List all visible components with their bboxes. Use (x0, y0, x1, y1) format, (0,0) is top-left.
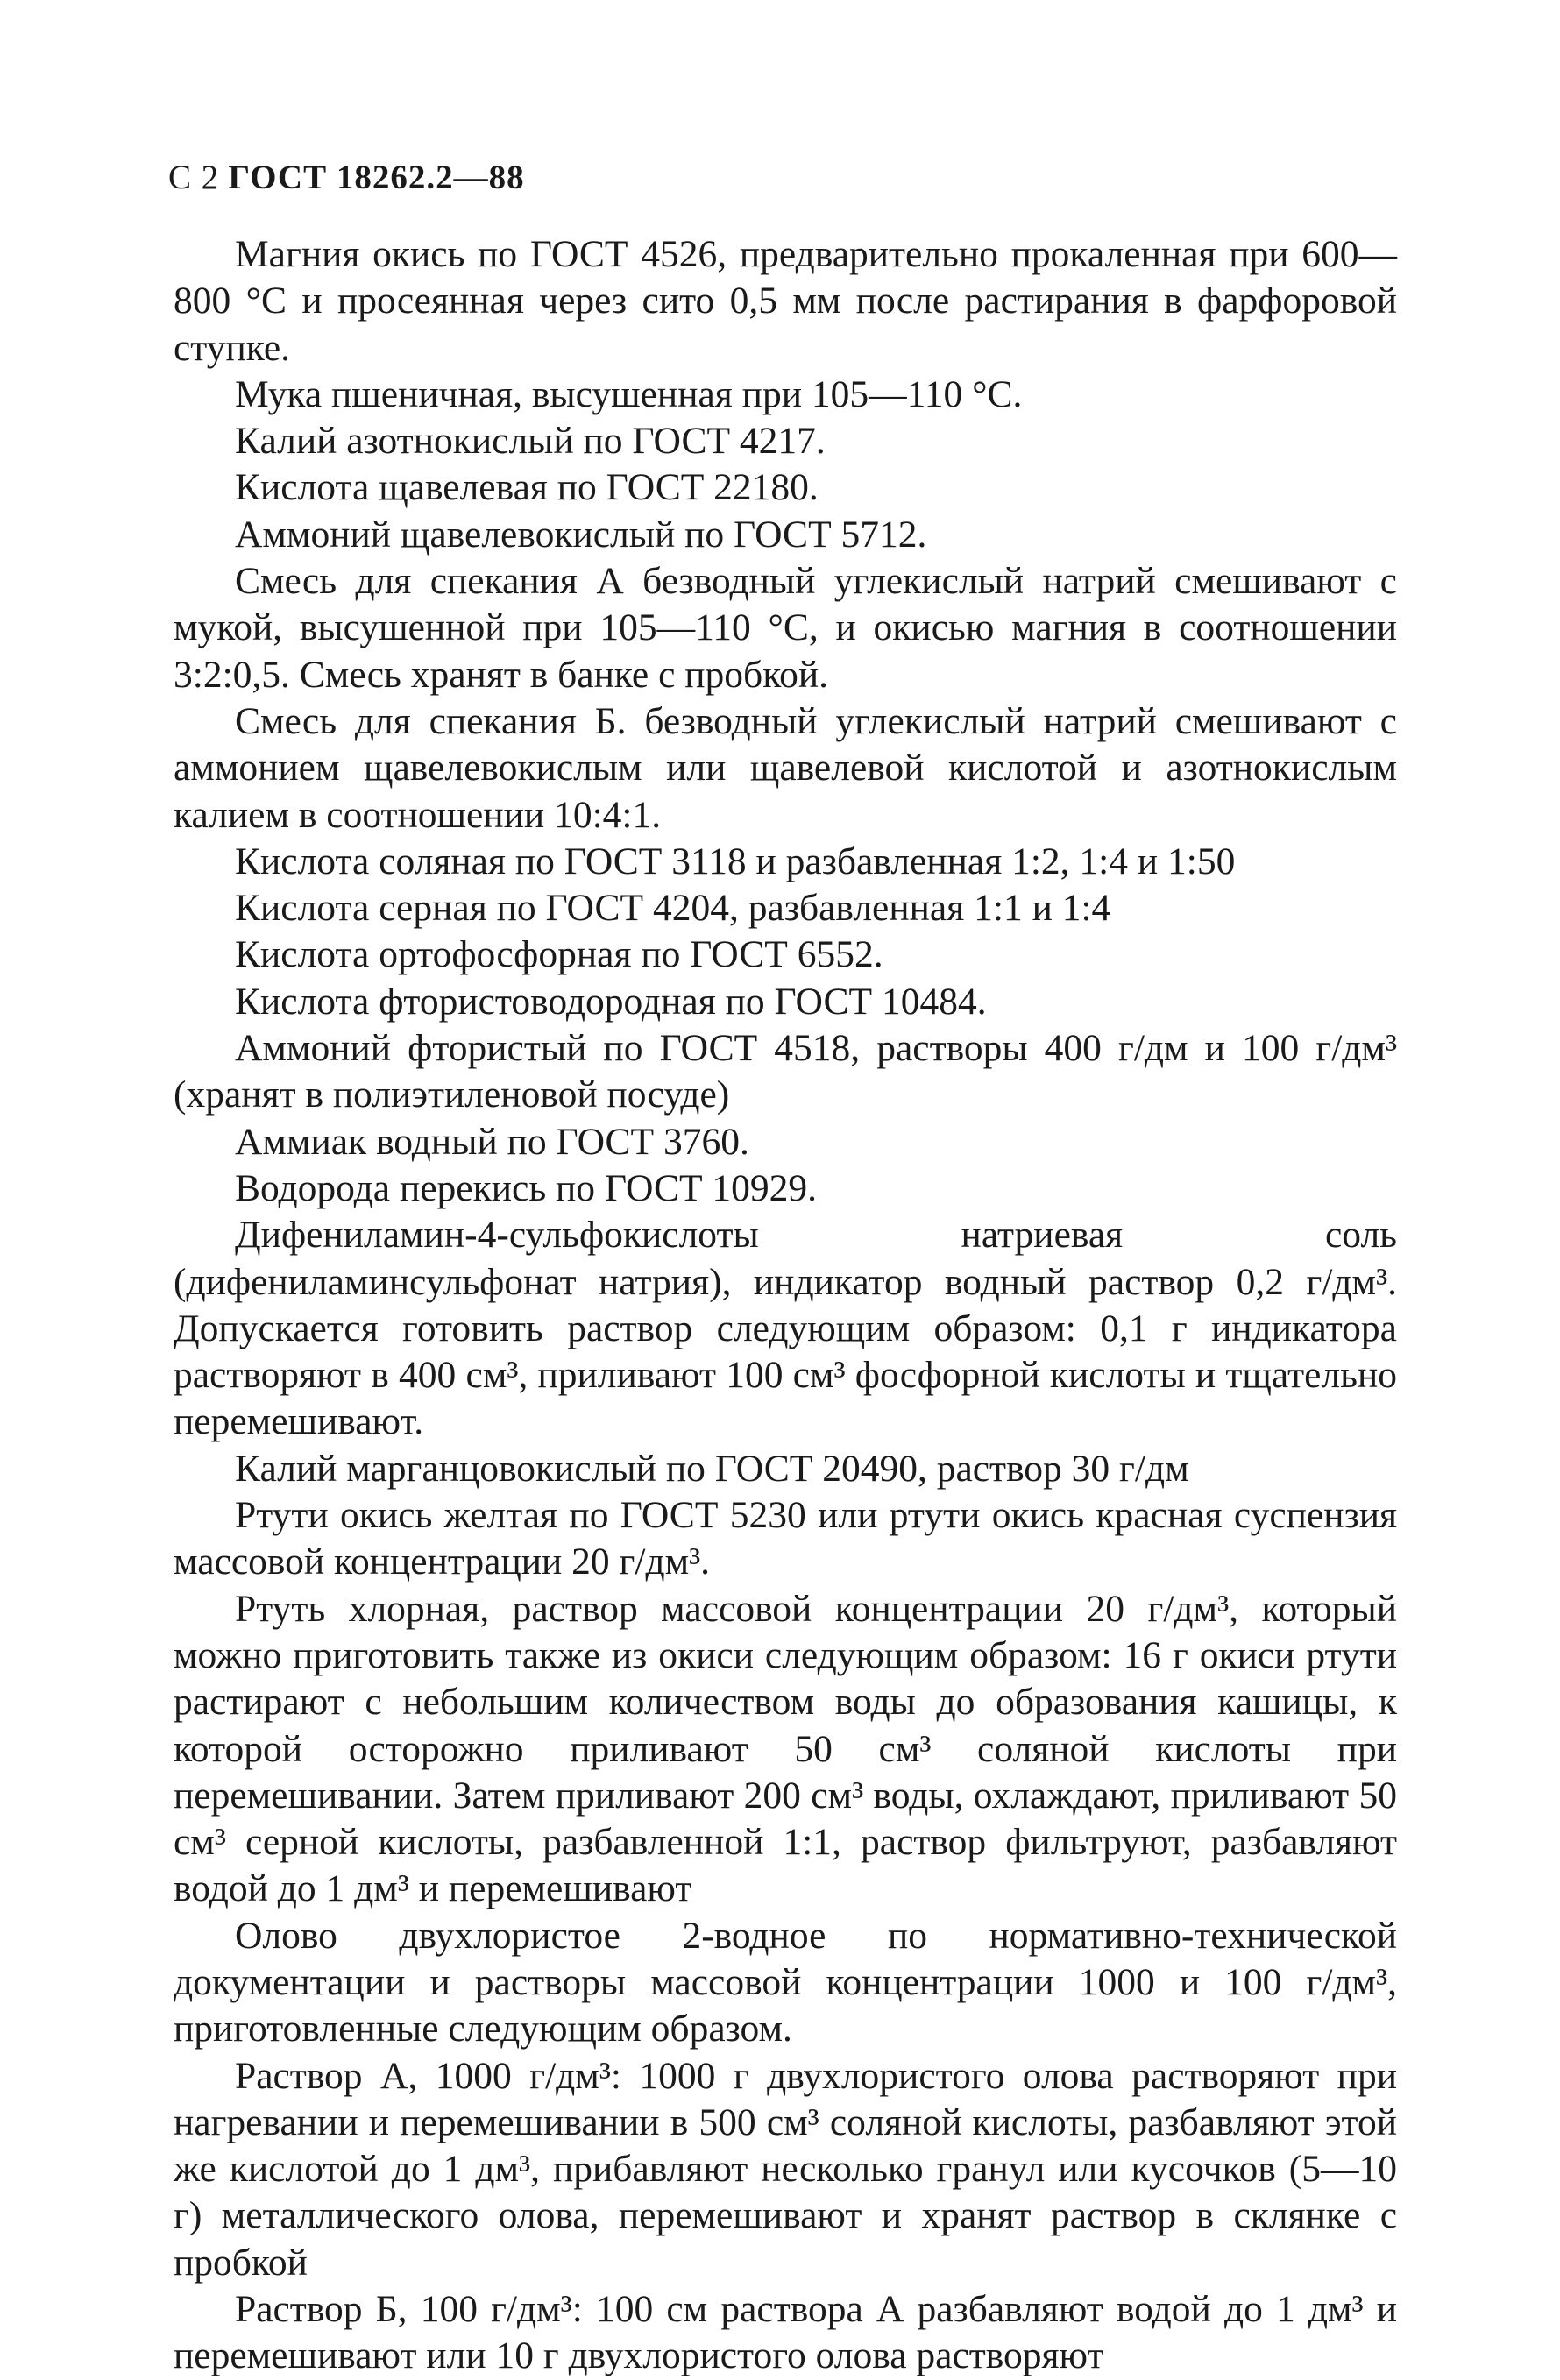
paragraph-potassium-permanganate: Калий марганцовокислый по ГОСТ 20490, раствор 30 г/дм (235, 1447, 1189, 1490)
page-number: С 2 (168, 159, 220, 196)
paragraph-ammonia: Аммиак водный по ГОСТ 3760. (235, 1120, 749, 1163)
paragraph-solution-b: Раствор Б, 100 г/дм³: 100 см раствора А разбавляют водой до 1 дм³ и перемешивают или 10 г двухлористого олова растворяют (174, 2288, 1397, 2377)
paragraph-magnesium-oxide: Магния окись по ГОСТ 4526, предварительно прокаленная при 600—800 °С и просеянная через сито 0,5 мм после растирания в фарфоровой ступке. (174, 233, 1397, 369)
paragraph-ammonium-oxalate: Аммоний щавелевокислый по ГОСТ 5712. (235, 513, 927, 556)
paragraph-potassium-nitrate: Калий азотнокислый по ГОСТ 4217. (235, 420, 826, 463)
page-header (168, 158, 525, 198)
paragraph-mercury-oxide: Ртути окись желтая по ГОСТ 5230 или ртути окись красная суспензия массовой концентрации 20 г/дм³. (174, 1494, 1397, 1583)
paragraph-wheat-flour: Мука пшеничная, высушенная при 105—110 °С. (235, 372, 1023, 415)
paragraph-phosphoric-acid: Кислота ортофосфорная по ГОСТ 6552. (235, 933, 883, 976)
paragraph-ammonium-fluoride: Аммоний фтористый по ГОСТ 4518, растворы 400 г/дм и 100 г/дм³ (хранят в полиэтиленовой посуде) (174, 1027, 1397, 1116)
paragraph-mercuric-chloride: Ртуть хлорная, раствор массовой концентрации 20 г/дм³, который можно приготовить также из окиси следующим образом: 16 г окиси ртути растирают с небольшим количеством воды до образования кашицы, к которой осторожно приливают 50 см³ соляной кислоты при перемешивании. Затем приливают 200 см³ воды, охлаждают, приливают 50 см³ серной кислоты, разбавленной 1:1, раствор фильтруют, разбавляют водой до 1 дм³ и перемешивают (174, 1587, 1397, 1910)
paragraph-sintering-mix-b: Смесь для спекания Б. безводный углекислый натрий смешивают с аммонием щавелевокислым или щавелевой кислотой и азотнокислым калием в соотношении 10:4:1. (174, 699, 1397, 836)
paragraph-hydrochloric-acid: Кислота соляная по ГОСТ 3118 и разбавленная 1:2, 1:4 и 1:50 (235, 839, 1236, 882)
paragraph-tin-chloride: Олово двухлористое 2-водное по нормативно-технической документации и растворы массовой концентрации 1000 и 100 г/дм³, приготовленные следующим образом. (174, 1914, 1397, 2051)
paragraph-sulfuric-acid: Кислота серная по ГОСТ 4204, разбавленная 1:1 и 1:4 (235, 887, 1111, 930)
paragraph-hydrogen-peroxide: Водорода перекись по ГОСТ 10929. (235, 1166, 818, 1209)
document-code: ГОСТ 18262.2—88 (228, 159, 525, 196)
paragraph-hydrofluoric-acid: Кислота фтористоводородная по ГОСТ 10484. (235, 980, 987, 1023)
paragraph-solution-a: Раствор А, 1000 г/дм³: 1000 г двухлористого олова растворяют при нагревании и перемешивании в 500 см³ соляной кислоты, разбавляют этой же кислотой до 1 дм³, прибавляют несколько гранул или кусочков (5—10 г) металлического олова, перемешивают и хранят раствор в склянке с пробкой (174, 2054, 1397, 2284)
paragraph-sintering-mix-a: Смесь для спекания А безводный углекислый натрий смешивают с мукой, высушенной при 105—110 °С, и окисью магния в соотношении 3:2:0,5. Смесь хранят в банке с пробкой. (174, 560, 1397, 696)
paragraph-oxalic-acid: Кислота щавелевая по ГОСТ 22180. (235, 466, 819, 509)
paragraph-indicator: Дифениламин-4-сульфокислоты натриевая соль (дифениламинсульфонат натрия), индикатор водный раствор 0,2 г/дм³. Допускается готовить раствор следующим образом: 0,1 г индикатора растворяют в 400 см³, приливают 100 см³ фосфорной кислоты и тщательно перемешивают. (174, 1214, 1397, 1443)
document-body (174, 231, 1397, 2380)
